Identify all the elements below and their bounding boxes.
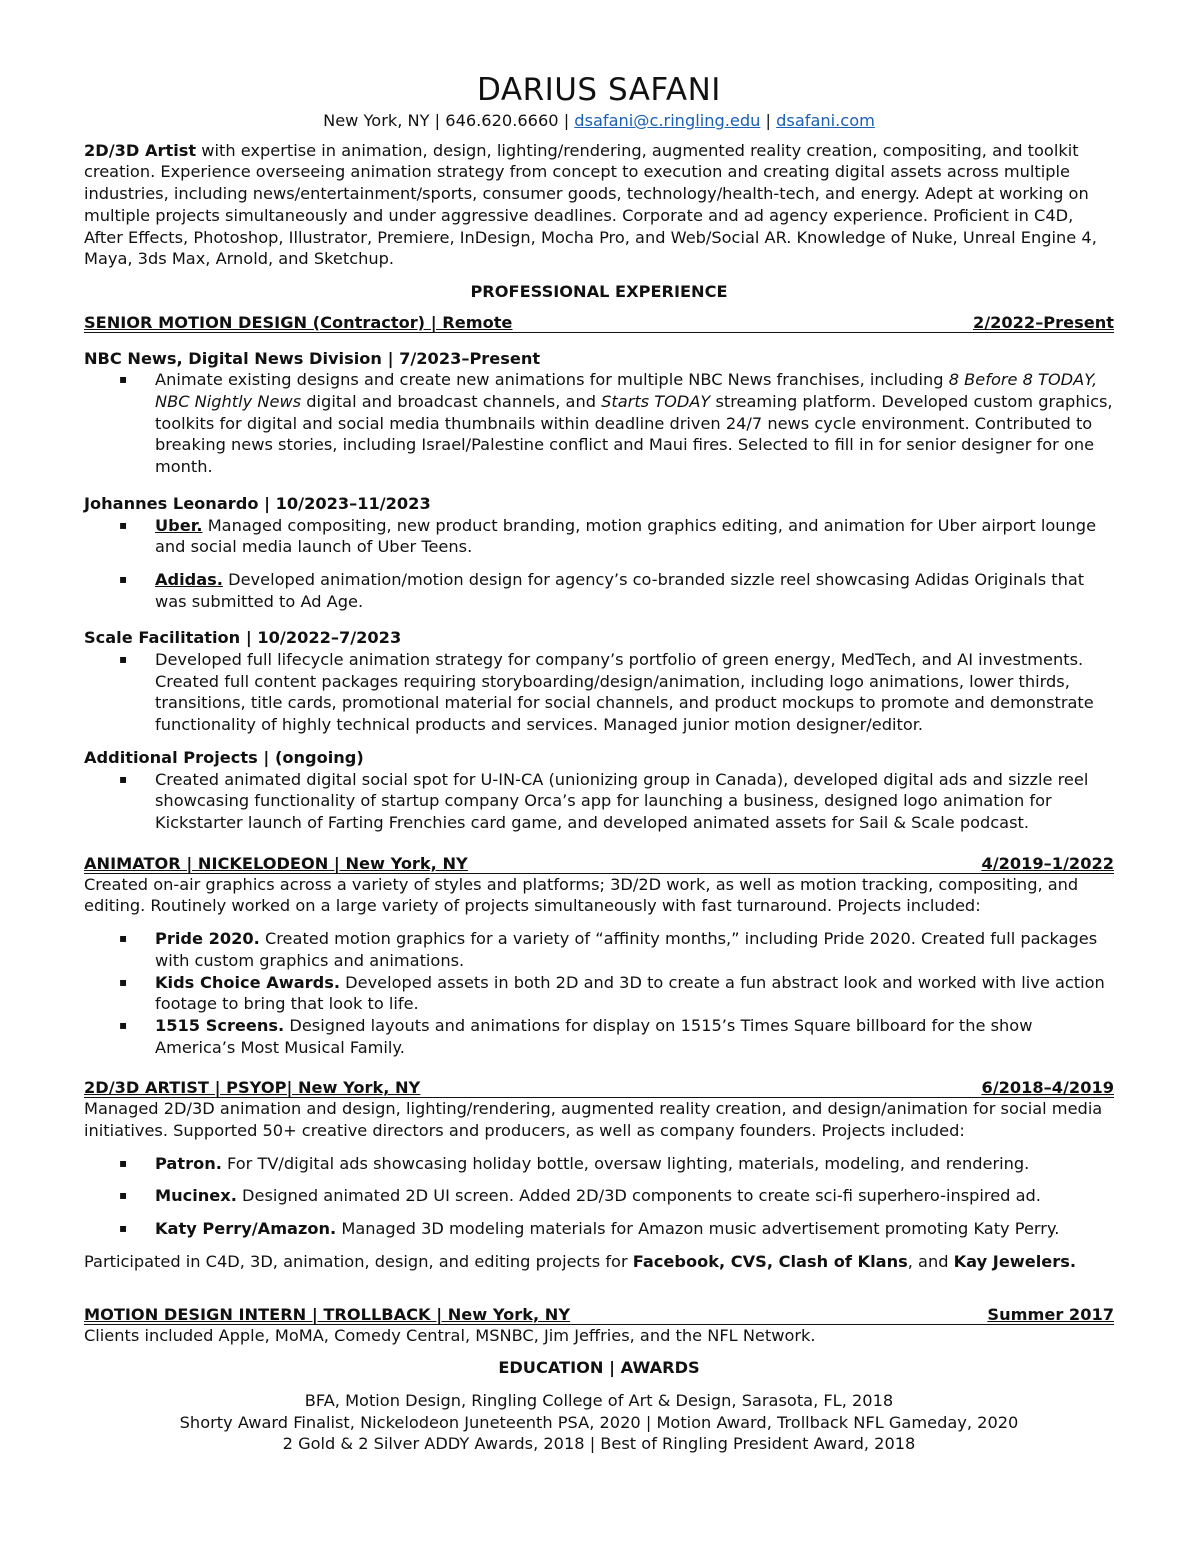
item-text: For TV/digital ads showcasing holiday bottle, oversaw lighting, materials, modeling, and rendering. [221, 1153, 1030, 1173]
job-dates: 4/2019–1/2022 [981, 853, 1114, 873]
resume-page [84, 70, 1114, 1455]
jl-list-2 [84, 569, 1114, 612]
item-text: Designed layouts and animations for display on 1515’s Times Square billboard for the show America’s Most Musical Family. [155, 1015, 1033, 1057]
job-heading-nickelodeon [84, 855, 1114, 874]
item-label: Adidas. [155, 569, 223, 589]
item-label: Uber. [155, 515, 203, 535]
bold-run: Facebook, CVS, Clash of Klans [632, 1251, 908, 1271]
job-intro: Created on-air graphics across a variety of styles and platforms; 3D/2D work, as well as motion tracking, compositing, and editing. Routinely worked on a large variety of projects simultaneously with fast turnaround. Projects included: [84, 874, 1079, 916]
item-text: Managed 3D modeling materials for Amazon music advertisement promoting Katy Perry. [336, 1219, 1060, 1239]
list-item [84, 1015, 1114, 1058]
summary [84, 140, 1114, 270]
client-heading-scale: Scale Facilitation | 10/2022–7/2023 [84, 628, 402, 648]
website-link[interactable]: dsafani.com [776, 111, 875, 130]
italic-run: 8 Before 8 TODAY, NBC Nightly News [155, 370, 1098, 412]
job-title: MOTION DESIGN INTERN | TROLLBACK | New York, NY [84, 1304, 571, 1324]
client-heading-nbc: NBC News, Digital News Division | 7/2023–Present [84, 348, 541, 368]
job-intro: Managed 2D/3D animation and design, lighting/rendering, augmented reality creation, and design/animation for social media initiatives. Supported 50+ creative directors and producers, as well as company founders. Projects included: [84, 1099, 1103, 1141]
nbc-list [84, 369, 1114, 478]
list-item [84, 1153, 1114, 1175]
psyop-list-3 [84, 1218, 1114, 1240]
bold-run: Kay Jewelers. [953, 1251, 1077, 1271]
text-run: , and [907, 1251, 954, 1271]
resume-name: DARIUS SAFANI [477, 72, 721, 108]
summary-text: with expertise in animation, design, lighting/rendering, augmented reality creation, compositing, and toolkit creation. Experience overseeing animation strategy from concept to execution and creating digital assets across multiple industries, including news/entertainment/sports, consumer goods, technology/health-tech, and energy. Adept at working on multiple projects simultaneously and under aggressive deadlines. Corporate and ad agency experience. Proficient in C4D, After Effects, Photoshop, Illustrator, Premiere, InDesign, Mocha Pro, and Web/Social AR. Knowledge of Nuke, Unreal Engine 4, Maya, 3ds Max, Arnold, and Sketchup. [84, 140, 1097, 269]
scale-list [84, 649, 1114, 736]
list-item [84, 515, 1114, 558]
item-label: Pride 2020. [155, 929, 260, 949]
job-text: Clients included Apple, MoMA, Comedy Central, MSNBC, Jim Jeffries, and the NFL Network. [84, 1325, 816, 1345]
text-run: Animate existing designs and create new animations for multiple NBC News franchises, including [155, 370, 949, 390]
item-label: Patron. [155, 1153, 222, 1173]
item-text: Managed compositing, new product branding, motion graphics editing, and animation for Uber airport lounge and social media launch of Uber Teens. [155, 515, 1097, 557]
job-dates: 6/2018–4/2019 [981, 1078, 1114, 1098]
text-run: streaming platform. Developed custom graphics, toolkits for digital and social media thumbnails within deadline driven 24/7 news cycle environment. Contributed to breaking news stories, including Israel/Palestine conflict and Maui fires. Selected to fill in for senior designer for one month. [155, 392, 1113, 477]
section-title-experience: PROFESSIONAL EXPERIENCE [470, 281, 728, 301]
item-label: Kids Choice Awards. [155, 972, 340, 992]
jl-list [84, 515, 1114, 558]
job-heading-psyop [84, 1079, 1114, 1098]
item-text: Developed animation/motion design for agency’s co-branded sizzle reel showcasing Adidas Originals that was submitted to Ad Age. [155, 569, 1085, 611]
item-text: Developed assets in both 2D and 3D to create a fun abstract look and worked with live action footage to bring that look to life. [155, 972, 1105, 1014]
list-item [84, 972, 1114, 1015]
list-item [84, 1185, 1114, 1207]
list-item [84, 569, 1114, 612]
item-label: Katy Perry/Amazon. [155, 1219, 337, 1239]
section-title-education: EDUCATION | AWARDS [498, 1358, 700, 1378]
list-item [84, 1218, 1114, 1240]
client-heading-johannes-leonardo: Johannes Leonardo | 10/2023–11/2023 [84, 493, 431, 513]
job-title: SENIOR MOTION DESIGN (Contractor) | Remote [84, 312, 513, 332]
item-label: Mucinex. [155, 1186, 237, 1206]
list-item [84, 369, 1114, 478]
job-title: ANIMATOR | NICKELODEON | New York, NY [84, 853, 468, 873]
psyop-list-2 [84, 1185, 1114, 1207]
psyop-closing [84, 1251, 1114, 1273]
contact-location-phone: New York, NY | 646.620.6660 | [323, 111, 575, 130]
job-dates: Summer 2017 [987, 1304, 1114, 1324]
list-item [84, 928, 1114, 971]
item-label: 1515 Screens. [155, 1015, 285, 1035]
job-heading-trollback [84, 1306, 1114, 1325]
job-dates: 2/2022–Present [972, 312, 1114, 332]
job-heading-senior-motion [84, 314, 1114, 333]
list-item: ▪ Created animated digital social spot for U-IN-CA (unionizing group in Canada), developed digital ads and sizzle reel showcasing functionality of startup company Orca’s app for launching a business, designed logo animation for Kickstarter launch of Farting Frenchies card game, and developed animated assets for Sail & Scale podcast. [84, 769, 1114, 834]
client-heading-additional: Additional Projects | (ongoing) [84, 747, 364, 767]
contact-separator: | [760, 111, 777, 130]
italic-run: Starts TODAY [601, 392, 711, 412]
email-link[interactable]: dsafani@c.ringling.edu [574, 111, 761, 130]
award-line: Shorty Award Finalist, Nickelodeon Juneteenth PSA, 2020 | Motion Award, Trollback NFL Gameday, 2020 [179, 1412, 1019, 1432]
text-run: Participated in C4D, 3D, animation, design, and editing projects for [84, 1251, 633, 1271]
additional-list [84, 769, 1114, 834]
summary-lead: 2D/3D Artist [84, 140, 197, 160]
education-line: BFA, Motion Design, Ringling College of Art & Design, Sarasota, FL, 2018 [304, 1390, 894, 1410]
item-text: Created motion graphics for a variety of “affinity months,” including Pride 2020. Created full packages with custom graphics and animations. [155, 929, 1098, 970]
list-item: ▪ Developed full lifecycle animation strategy for company’s portfolio of green energy, MedTech, and AI investments. Created full content packages requiring storyboarding/design/animation, including logo animations, lower thirds, transitions, title cards, promotional material for social channels, and product mockups to promote and demonstrate functionality of highly technical products and services. Managed junior motion designer/editor. [84, 649, 1114, 736]
job-title: 2D/3D ARTIST | PSYOP| New York, NY [84, 1078, 421, 1098]
psyop-list [84, 1153, 1114, 1175]
contact-line [84, 110, 1114, 132]
award-line: 2 Gold & 2 Silver ADDY Awards, 2018 | Best of Ringling President Award, 2018 [282, 1434, 916, 1454]
item-text: Designed animated 2D UI screen. Added 2D/3D components to create sci-fi superhero-inspired ad. [236, 1186, 1041, 1206]
nickelodeon-list [84, 928, 1114, 1058]
text-run: digital and broadcast channels, and [301, 392, 602, 412]
